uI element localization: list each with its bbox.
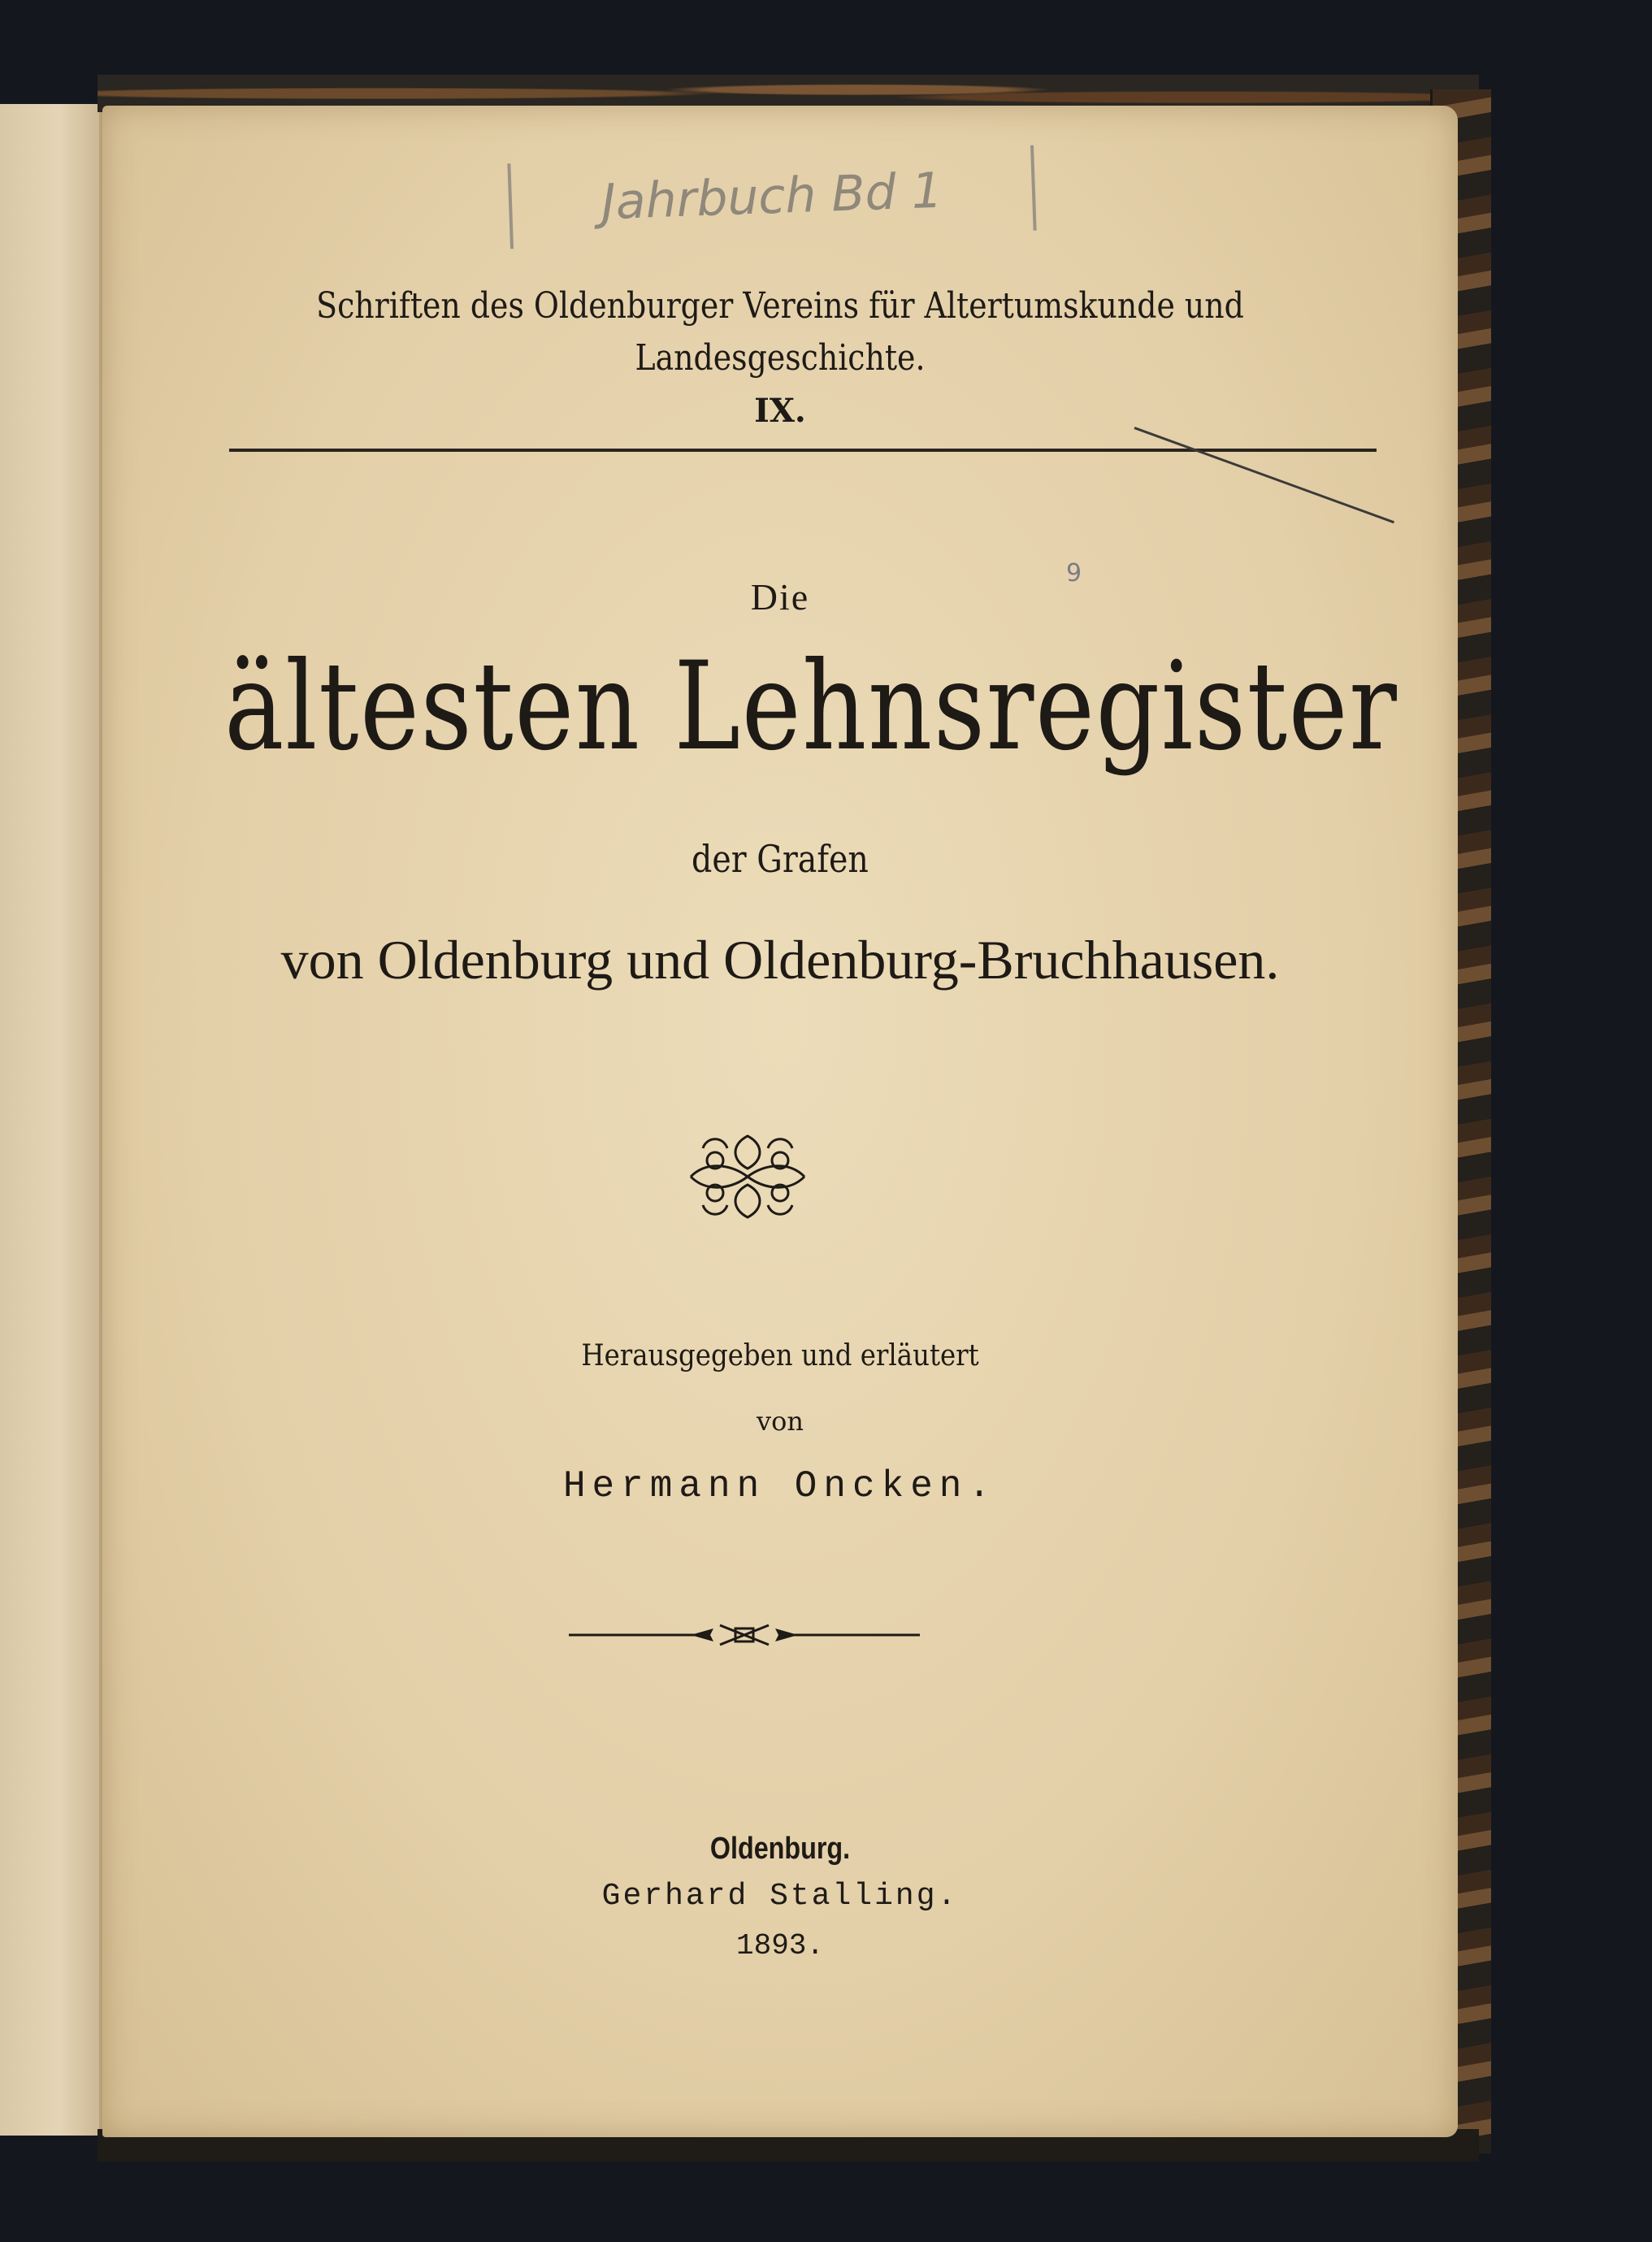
subtitle: von Oldenburg und Oldenburg-Bruchhausen. (280, 929, 1280, 991)
pencil-stroke (1134, 427, 1394, 523)
publication-year: 1893. (735, 1929, 825, 1962)
series-line-1: Schriften des Oldenburger Vereins für Altertumskunde und (316, 285, 1244, 327)
facing-page-edge (0, 104, 102, 2136)
volume-number: IX. (754, 392, 806, 430)
publication-place: Oldenburg. (709, 1832, 851, 1866)
series-line-2: Landesgeschichte. (635, 337, 926, 379)
series-title (197, 280, 1363, 384)
pencil-mark: 9 (1066, 559, 1082, 588)
main-title: ältesten Lehnsregister (224, 636, 1398, 778)
pencil-annotation: Jahrbuch Bd 1 (507, 145, 1036, 249)
title-der-grafen: der Grafen (692, 837, 869, 881)
title-page (102, 106, 1458, 2137)
fleuron-ornament-icon (683, 1128, 813, 1225)
divider-ornament-icon (569, 1619, 920, 1651)
author-name: Hermann Oncken. (562, 1465, 998, 1507)
editor-von: von (757, 1406, 804, 1437)
publisher: Gerhard Stalling. (601, 1879, 959, 1914)
editor-credit: Herausgegeben und erläutert (581, 1339, 979, 1373)
title-article: Die (750, 576, 810, 618)
